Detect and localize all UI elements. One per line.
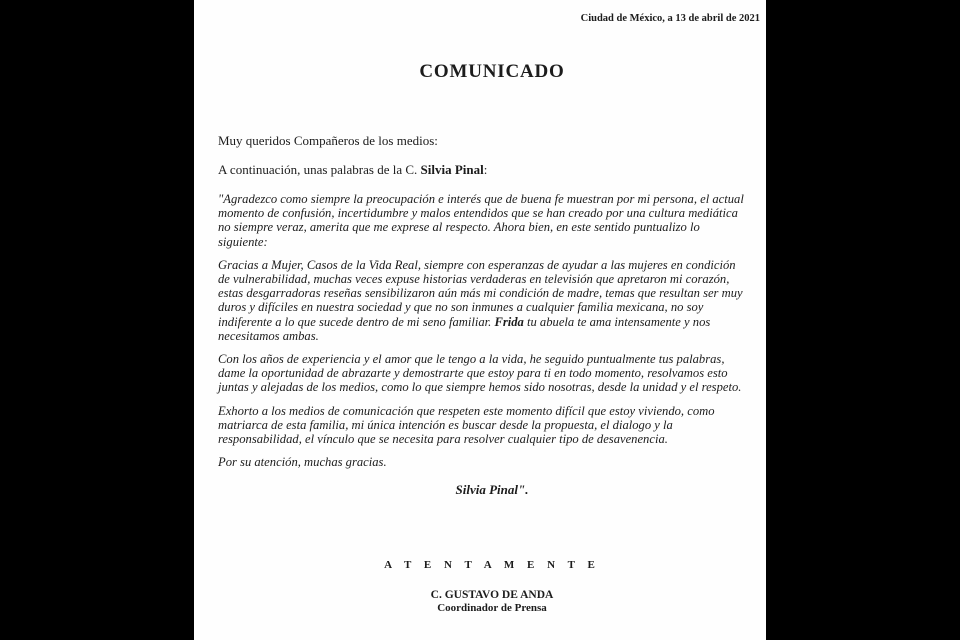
document-page <box>194 0 766 640</box>
signature: Silvia Pinal". <box>455 482 529 498</box>
quote-paragraph-2-bold-name: Frida <box>494 314 524 329</box>
intro-suffix: : <box>483 162 488 177</box>
letterbox-right <box>766 0 960 640</box>
quote-paragraph-2-text: Gracias a Mujer, Casos de la Vida Real, siempre con esperanzas de ayudar a las mujeres en condición de vulnerabilidad, muchas veces expuse historias verdaderas en televisión que apretaron mi corazón, estas desgarradoras reseñas sensibilizaron aún más mi condición de madre, temas que resultan ser muy duros y difíciles en nuestra sociedad y que no son inmunes a cualquier familia mexicana, no soy indiferente a lo que sucede dentro de mi seno familiar. <box>218 257 743 329</box>
closing-block <box>218 559 766 615</box>
salutation: Muy queridos Compañeros de los medios: <box>218 133 438 148</box>
intro-name-bold: Silvia Pinal <box>420 162 484 177</box>
closing-role: Coordinador de Prensa <box>437 602 547 615</box>
quoted-statement <box>218 192 766 497</box>
dateline: Ciudad de México, a 13 de abril de 2021 <box>580 13 760 24</box>
letterbox-left <box>0 0 194 640</box>
intro-line <box>218 162 766 177</box>
quote-paragraph-1: "Agradezco como siempre la preocupación e interés que de buena fe muestran por mi persona, el actual momento de confusión, incertidumbre y malos entendidos que se han creado por una cultura mediática no siempre veraz, amerita que me exprese al respecto. Ahora bien, en este sentido puntualizo lo siguiente: <box>218 192 744 249</box>
closing-atentamente: A T E N T A M E N T E <box>384 559 600 572</box>
intro-prefix: A continuación, unas palabras de la C. <box>218 162 421 177</box>
quote-paragraph-2 <box>218 258 766 343</box>
closing-name: C. GUSTAVO DE ANDA <box>430 589 554 602</box>
quote-paragraph-3: Con los años de experiencia y el amor que le tengo a la vida, he seguido puntualmente tus palabras, dame la oportunidad de abrazarte y demostrarte que estoy para ti en todo momento, resolvamos esto juntas y alejadas de los medios, como lo que siempre hemos sido nosotras, desde la unidad y el respeto. <box>218 352 742 395</box>
document-title: COMUNICADO <box>419 61 565 82</box>
quote-paragraph-5: Por su atención, muchas gracias. <box>218 455 387 470</box>
quote-paragraph-2-text-after: tu abuela te ama intensamente y nos necesitamos ambas. <box>218 314 711 343</box>
quote-paragraph-4: Exhorto a los medios de comunicación que respeten este momento difícil que estoy viviendo, como matriarca de esta familia, mi única intención es buscar desde la propuesta, el dialogo y la responsabilidad, el vínculo que se necesita para resolver cualquier tipo de desavenencia. <box>218 403 715 447</box>
